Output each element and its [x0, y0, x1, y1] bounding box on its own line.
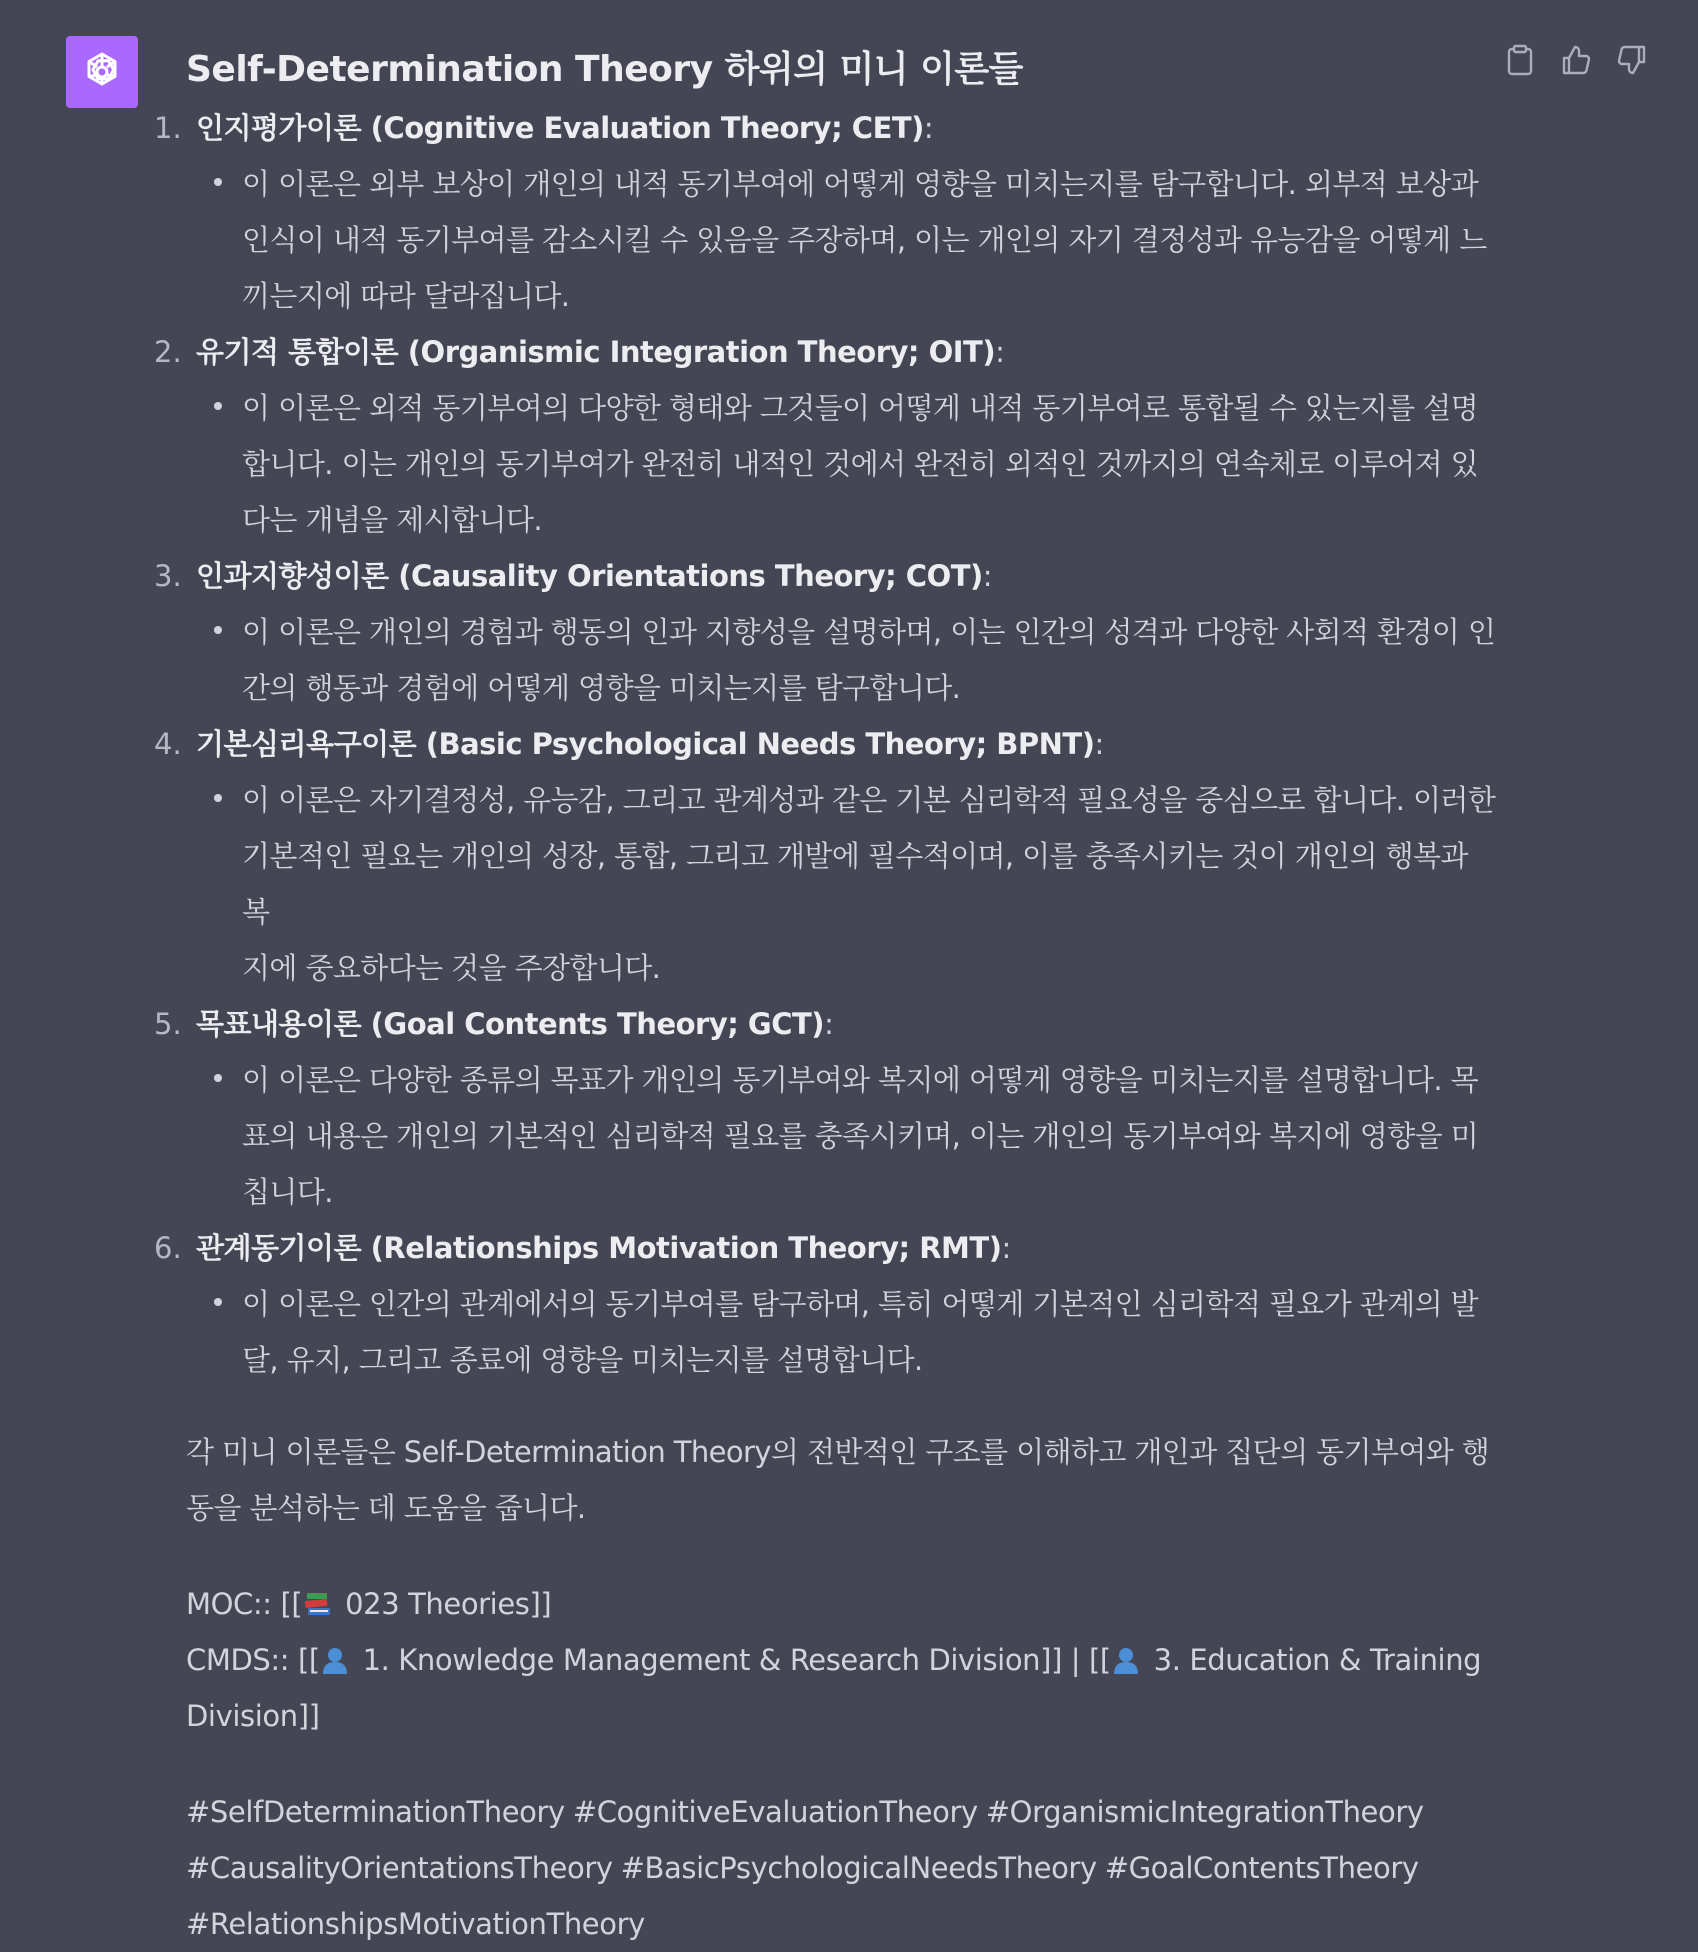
- thumbs-up-icon: [1560, 44, 1592, 76]
- description-line: 이 이론은 다양한 종류의 목표가 개인의 동기부여와 복지에 어떻게 영향을 미치는지를 설명합니다. 목: [242, 1063, 1479, 1097]
- person-icon: [322, 1636, 348, 1664]
- theory-item: [154, 716, 1496, 996]
- moc-line: [186, 1576, 1496, 1632]
- hashtag[interactable]: #OrganismicIntegrationTheory: [985, 1795, 1424, 1829]
- cmds-prefix: CMDS:: [[: [186, 1643, 320, 1677]
- copy-button[interactable]: [1504, 40, 1536, 80]
- description-line: 지에 중요하다는 것을 주장합니다.: [242, 951, 661, 985]
- message-actions: [1504, 40, 1648, 80]
- theory-heading: 1. 인지평가이론 (Cognitive Evaluation Theory; CET):: [186, 100, 1496, 156]
- clipboard-icon: [1506, 44, 1534, 76]
- hashtag[interactable]: #BasicPsychologicalNeedsTheory: [620, 1851, 1097, 1885]
- theory-name: 인지평가이론 (Cognitive Evaluation Theory; CET): [196, 111, 924, 145]
- description-line: 다는 개념을 제시합니다.: [242, 503, 542, 537]
- list-number: 3.: [154, 559, 182, 593]
- meta-links: [186, 1576, 1496, 1744]
- description-line: 기본적인 필요는 개인의 성장, 통합, 그리고 개발에 필수적이며, 이를 충족시키는 것이 개인의 행복과 복: [242, 839, 1468, 929]
- theory-item: [154, 548, 1496, 716]
- description-line: 합니다. 이는 개인의 동기부여가 완전히 내적인 것에서 완전히 외적인 것까지의 연속체로 이루어져 있: [242, 447, 1479, 481]
- theory-description: [242, 604, 1496, 716]
- cmds-link-2[interactable]: 3. Education & Training: [1144, 1643, 1482, 1677]
- bullet-icon: [214, 402, 222, 410]
- theory-description: [242, 156, 1496, 324]
- theory-description: [242, 380, 1496, 548]
- description-line: 달, 유지, 그리고 종료에 영향을 미치는지를 설명합니다.: [242, 1343, 923, 1377]
- theory-item: [154, 1220, 1496, 1388]
- list-number: 4.: [154, 727, 182, 761]
- description-line: 이 이론은 개인의 경험과 행동의 인과 지향성을 설명하며, 이는 인간의 성격과 다양한 사회적 환경이 인: [242, 615, 1496, 649]
- description-line: 끼는지에 따라 달라집니다.: [242, 279, 570, 313]
- summary-line: 동을 분석하는 데 도움을 줍니다.: [186, 1491, 586, 1525]
- description-line: 간의 행동과 경험에 어떻게 영향을 미치는지를 탐구합니다.: [242, 671, 961, 705]
- theory-heading: 4. 기본심리욕구이론 (Basic Psychological Needs Theory; BPNT):: [186, 716, 1496, 772]
- theory-description: [242, 772, 1496, 996]
- theory-description: [242, 1052, 1496, 1220]
- theory-name: 인과지향성이론 (Causality Orientations Theory; COT): [196, 559, 983, 593]
- theory-list: [154, 100, 1496, 1388]
- bullet-icon: [214, 794, 222, 802]
- thumbs-down-icon: [1616, 44, 1648, 76]
- moc-prefix: MOC:: [[: [186, 1587, 303, 1621]
- cmds-line-continued[interactable]: Division]]: [186, 1699, 320, 1733]
- bullet-icon: [214, 626, 222, 634]
- list-number: 2.: [154, 335, 182, 369]
- theory-name: 목표내용이론 (Goal Contents Theory; GCT): [196, 1007, 825, 1041]
- assistant-avatar: [66, 36, 138, 108]
- summary-line: 각 미니 이론들은 Self-Determination Theory의 전반적인 구조를 이해하고 개인과 집단의 동기부여와 행: [186, 1435, 1490, 1469]
- bullet-icon: [214, 1298, 222, 1306]
- message-content: [154, 40, 1496, 1952]
- theory-heading: 5. 목표내용이론 (Goal Contents Theory; GCT):: [186, 996, 1496, 1052]
- list-number: 5.: [154, 1007, 182, 1041]
- theory-item: [154, 324, 1496, 548]
- description-line: 이 이론은 자기결정성, 유능감, 그리고 관계성과 같은 기본 심리학적 필요성을 중심으로 합니다. 이러한: [242, 783, 1496, 817]
- cmds-link-1[interactable]: 1. Knowledge Management & Research Division]] | [[: [353, 1643, 1111, 1677]
- theory-name: 유기적 통합이론 (Organismic Integration Theory; OIT): [196, 335, 996, 369]
- description-line: 표의 내용은 개인의 기본적인 심리학적 필요를 충족시키며, 이는 개인의 동기부여와 복지에 영향을 미: [242, 1119, 1479, 1153]
- hashtag[interactable]: #SelfDeterminationTheory: [186, 1795, 565, 1829]
- theory-name: 관계동기이론 (Relationships Motivation Theory; RMT): [196, 1231, 1002, 1265]
- person-icon: [1113, 1636, 1139, 1664]
- bullet-icon: [214, 178, 222, 186]
- books-icon: [304, 1579, 332, 1605]
- hashtag[interactable]: #GoalContentsTheory: [1104, 1851, 1419, 1885]
- theory-heading: 2. 유기적 통합이론 (Organismic Integration Theory; OIT):: [186, 324, 1496, 380]
- cmds-line: [186, 1632, 1496, 1688]
- theory-description: [242, 1276, 1496, 1388]
- bullet-icon: [214, 1074, 222, 1082]
- thumbs-down-button[interactable]: [1616, 40, 1648, 80]
- theory-item: [154, 100, 1496, 324]
- list-number: 1.: [154, 111, 182, 145]
- thumbs-up-button[interactable]: [1560, 40, 1592, 80]
- moc-link[interactable]: 023 Theories]]: [336, 1587, 552, 1621]
- theory-name: 기본심리욕구이론 (Basic Psychological Needs Theory; BPNT): [196, 727, 1095, 761]
- description-line: 이 이론은 외적 동기부여의 다양한 형태와 그것들이 어떻게 내적 동기부여로 통합될 수 있는지를 설명: [242, 391, 1479, 425]
- description-line: 칩니다.: [242, 1175, 333, 1209]
- theory-heading: 3. 인과지향성이론 (Causality Orientations Theory; COT):: [186, 548, 1496, 604]
- hashtag[interactable]: #RelationshipsMotivationTheory: [186, 1907, 645, 1941]
- description-line: 이 이론은 외부 보상이 개인의 내적 동기부여에 어떻게 영향을 미치는지를 탐구합니다. 외부적 보상과: [242, 167, 1479, 201]
- description-line: 인식이 내적 동기부여를 감소시킬 수 있음을 주장하며, 이는 개인의 자기 결정성과 유능감을 어떻게 느: [242, 223, 1487, 257]
- description-line: 이 이론은 인간의 관계에서의 동기부여를 탐구하며, 특히 어떻게 기본적인 심리학적 필요가 관계의 발: [242, 1287, 1479, 1321]
- message-title: Self-Determination Theory 하위의 미니 이론들: [186, 49, 1023, 90]
- hashtag[interactable]: #CognitiveEvaluationTheory: [572, 1795, 978, 1829]
- hashtag[interactable]: #CausalityOrientationsTheory: [186, 1851, 613, 1885]
- openai-logo-icon: [80, 50, 124, 94]
- theory-heading: 6. 관계동기이론 (Relationships Motivation Theory; RMT):: [186, 1220, 1496, 1276]
- theory-item: [154, 996, 1496, 1220]
- hashtags: [186, 1784, 1496, 1952]
- list-number: 6.: [154, 1231, 182, 1265]
- summary-paragraph: [186, 1424, 1496, 1536]
